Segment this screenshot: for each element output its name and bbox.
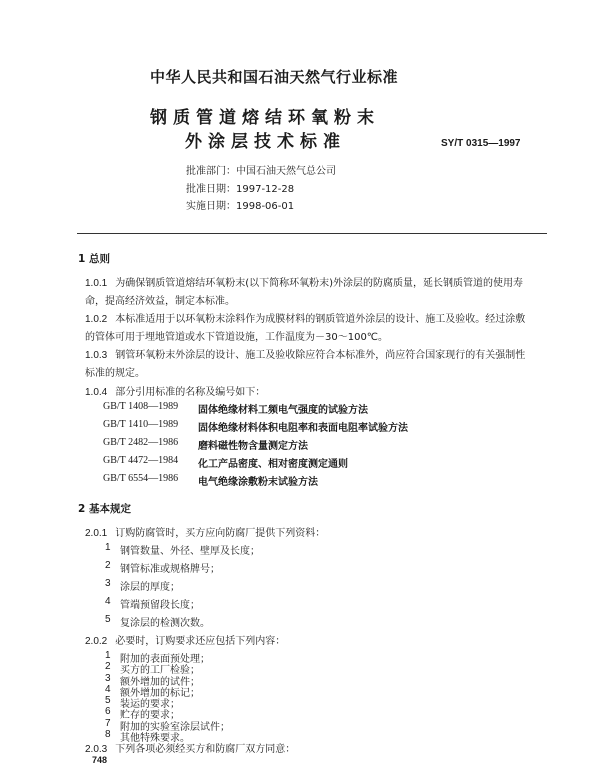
para-text: 订购防腐管时，买方应向防腐厂提供下列资料： [115, 528, 326, 539]
item-text: 钢管数量、外径、壁厚及长度； [120, 546, 260, 557]
title-line-2: 外涂层技术标准 [185, 132, 346, 152]
para-1-0-3 [85, 346, 525, 361]
item-text: 买方的工厂检验； [120, 665, 200, 677]
para-text: 钢管环氧粉末外涂层的设计、施工及验收除应符合本标准外，尚应符合国家现行的有关强制性 [115, 350, 526, 361]
item-text: 装运的要求； [120, 699, 180, 710]
std-name: 固体绝缘材料体积电阻率和表面电阻率试验方法 [198, 423, 408, 434]
item-number: 1 [105, 650, 111, 661]
item-text: 管端预留段长度； [120, 600, 200, 611]
para-1-0-2-cont: 的管体可用于埋地管道或水下管道设施，工作温度为－30～100℃。 [85, 332, 389, 343]
item-text: 额外增加的试件； [120, 676, 200, 688]
header-divider [77, 233, 547, 234]
para-1-0-4 [85, 383, 265, 398]
item-number: 3 [105, 672, 111, 684]
para-text: 下列各项必须经买方和防腐厂双方同意： [115, 744, 296, 755]
approve-date: 批准日期：1997-12-28 [186, 184, 295, 195]
para-2-0-2 [85, 632, 285, 647]
item-text: 贮存的要求； [120, 710, 180, 722]
para-number: 1.0.4 [85, 387, 108, 398]
effective-date: 实施日期：1998-06-01 [186, 201, 295, 212]
item-number: 4 [105, 683, 111, 695]
para-number: 1.0.1 [85, 278, 108, 289]
page-number: 748 [92, 755, 108, 765]
item-text: 涂层的厚度； [120, 582, 180, 593]
std-code: GB/T 1410—1989 [103, 419, 179, 430]
item-number: 1 [105, 542, 111, 553]
item-text: 钢管标准或规格牌号； [120, 564, 220, 575]
item-number: 2 [105, 560, 111, 571]
item-number: 7 [105, 717, 111, 729]
std-code: GB/T 2482—1986 [103, 437, 179, 448]
item-number: 5 [105, 695, 111, 706]
para-1-0-1-cont: 命，提高经济效益，制定本标准。 [85, 296, 235, 307]
item-number: 8 [105, 728, 111, 740]
para-1-0-3-cont: 标准的规定。 [85, 368, 145, 379]
para-1-0-2 [85, 310, 525, 325]
para-text: 必要时，订购要求还应包括下列内容： [115, 636, 286, 647]
item-number: 2 [105, 661, 111, 673]
section-1-heading: 1 总则 [78, 253, 110, 265]
item-text: 其他特殊要求。 [120, 732, 190, 744]
para-number: 1.0.2 [85, 314, 108, 325]
std-name: 化工产品密度、相对密度测定通则 [198, 459, 348, 470]
std-name: 固体绝缘材料工频电气强度的试验方法 [198, 405, 368, 416]
item-number: 5 [105, 614, 111, 625]
std-name: 磨料磁性物含量测定方法 [198, 441, 308, 452]
section-2-heading: 2 基本规定 [78, 503, 131, 515]
item-number: 3 [105, 578, 111, 589]
para-text: 本标准适用于以环氧粉末涂料作为成膜材料的钢质管道外涂层的设计、施工及验收。经过涂敷 [115, 314, 526, 325]
item-text: 额外增加的标记； [120, 687, 200, 699]
std-name: 电气绝缘涂敷粉末试验方法 [198, 477, 318, 488]
para-number: 2.0.2 [85, 636, 108, 647]
para-2-0-3 [85, 740, 295, 755]
item-text: 附加的表面预处理； [120, 654, 210, 665]
para-text: 为确保钢质管道熔结环氧粉末(以下简称环氧粉末)外涂层的防腐质量，延长钢质管道的使用寿 [115, 278, 524, 289]
title-line-1: 钢质管道熔结环氧粉末 [150, 108, 380, 128]
std-code: GB/T 4472—1984 [103, 455, 179, 466]
std-code: GB/T 1408—1989 [103, 401, 179, 412]
para-text: 部分引用标准的名称及编号如下： [115, 387, 266, 398]
approver: 批准部门：中国石油天然气总公司 [186, 166, 336, 177]
standard-category: 中华人民共和国石油天然气行业标准 [150, 68, 399, 86]
item-text: 附加的实验室涂层试件； [120, 721, 230, 733]
item-text: 复涂层的检测次数。 [120, 618, 210, 629]
para-number: 1.0.3 [85, 350, 108, 361]
item-number: 4 [105, 596, 111, 607]
para-number: 2.0.1 [85, 528, 108, 539]
standard-code: SY/T 0315—1997 [441, 138, 521, 149]
std-code: GB/T 6554—1986 [103, 473, 179, 484]
para-number: 2.0.3 [85, 744, 108, 755]
item-number: 6 [105, 706, 111, 718]
para-2-0-1 [85, 524, 325, 539]
para-1-0-1 [85, 274, 523, 289]
